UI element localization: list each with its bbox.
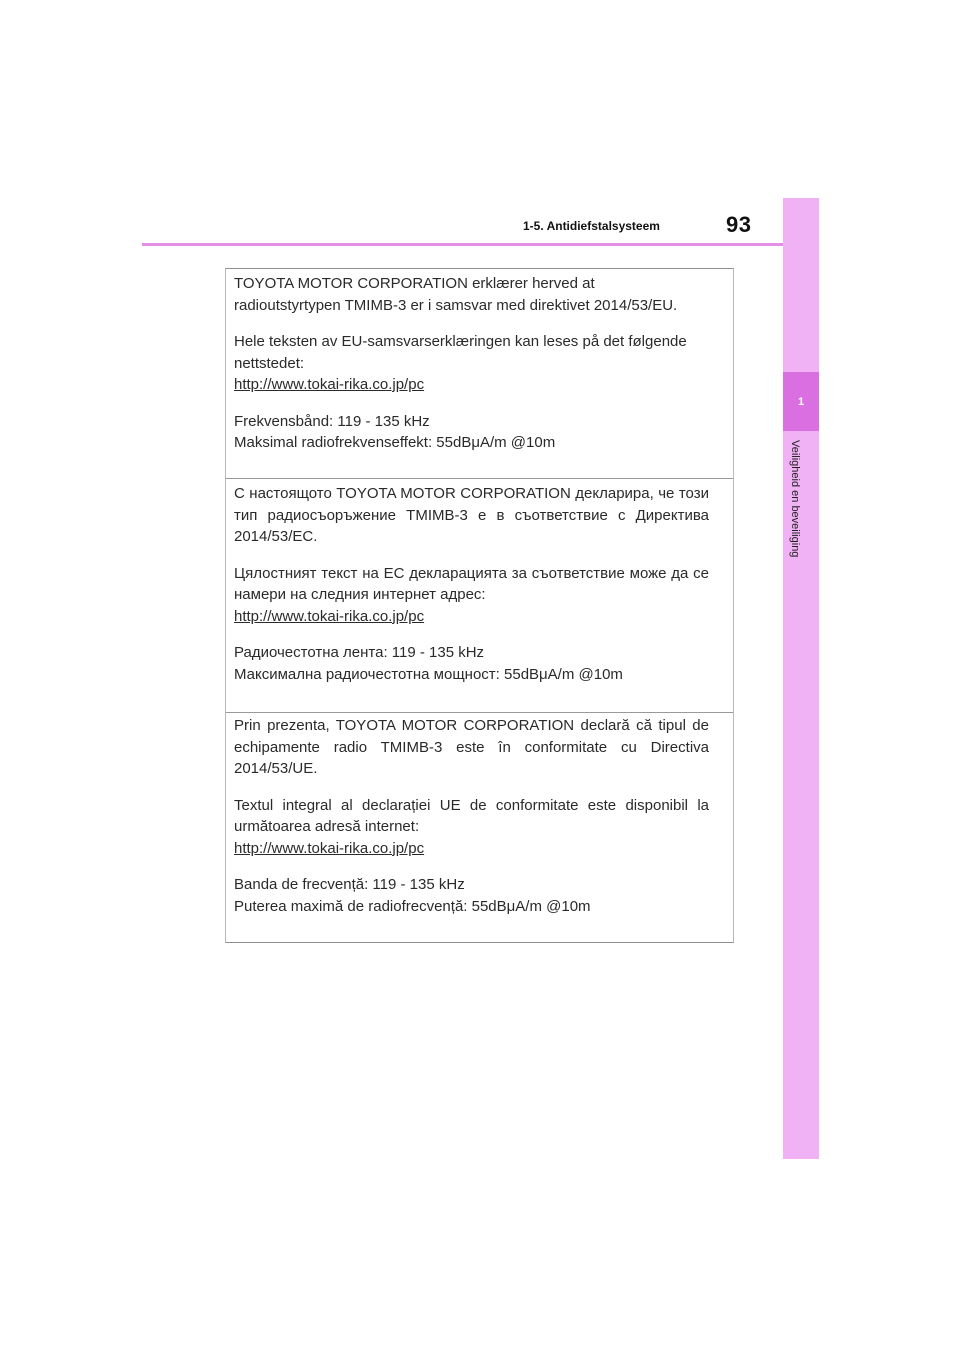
chapter-number-badge: 1 <box>783 372 819 431</box>
declaration-statement: С настоящото TOYOTA MOTOR CORPORATION декларира, че този тип радиосъоръжение TMIMB-3 е в съответствие с Директива 2014/53/ЕС. <box>234 485 709 545</box>
page-number: 93 <box>726 212 752 237</box>
declaration-availability-text: Цялостният текст на ЕС декларацията за съответствие може да се намери на следния интернет адрес: <box>234 564 709 603</box>
block-divider <box>226 712 733 713</box>
declaration-line: TOYOTA MOTOR CORPORATION erklærer herved at <box>234 275 595 292</box>
declaration-statement: Prin prezenta, TOYOTA MOTOR CORPORATION declară că tipul de echipamente radio TMIMB-3 este în conformitate cu Directiva 2014/53/UE. <box>234 717 709 777</box>
max-power-text: Maksimal radiofrekvenseffekt: 55dBμA/m @10m <box>234 434 556 451</box>
header-rule <box>142 243 783 246</box>
chapter-title: Veiligheid en beveiliging <box>789 440 801 558</box>
chapter-side-tab <box>783 198 819 1159</box>
declaration-bulgarian <box>226 483 733 685</box>
declaration-romanian <box>226 715 733 917</box>
frequency-band-text: Frekvensbånd: 119 - 135 kHz <box>234 412 430 430</box>
declaration-norwegian <box>226 273 733 454</box>
declaration-url-link[interactable]: http://www.tokai-rika.co.jp/pc <box>234 607 425 625</box>
max-power-text: Максимална радиочестотна мощност: 55dBμA/m @10m <box>234 665 623 683</box>
declaration-line: radioutstyrtypen TMIMB-3 er i samsvar med direktivet 2014/53/EU. <box>234 296 678 314</box>
block-divider <box>226 478 733 479</box>
declaration-url-link[interactable]: http://www.tokai-rika.co.jp/pc <box>234 839 425 857</box>
max-power-text: Puterea maximă de radiofrecvență: 55dBμA/m @10m <box>234 897 591 915</box>
frequency-band-text: Радиочестотна лента: 119 - 135 kHz <box>234 644 485 661</box>
frequency-band-text: Banda de frecvență: 119 - 135 kHz <box>234 876 465 893</box>
section-title: 1-5. Antidiefstalsysteem <box>523 219 660 233</box>
declaration-box <box>225 268 734 943</box>
declaration-url-link[interactable]: http://www.tokai-rika.co.jp/pc <box>234 376 425 393</box>
declaration-availability-text: Hele teksten av EU-samsvarserklæringen kan leses på det følgende nettstedet: <box>234 333 687 372</box>
declaration-availability-text: Textul integral al declarației UE de conformitate este disponibil la următoarea adresă internet: <box>234 796 709 835</box>
